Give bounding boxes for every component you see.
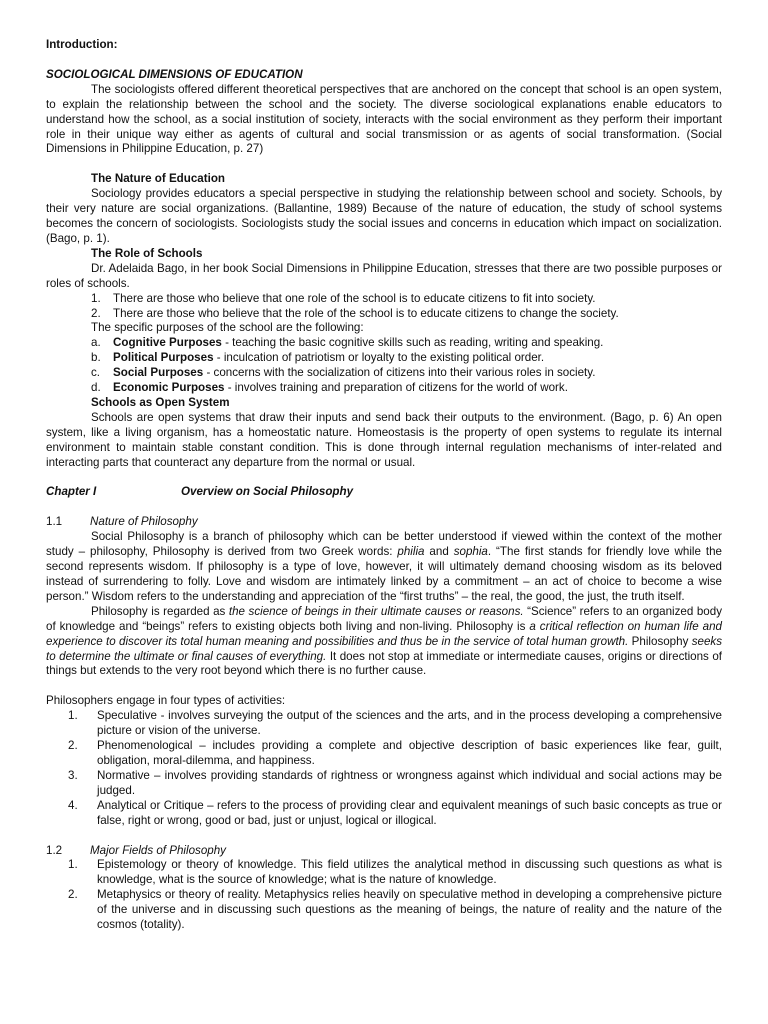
philosophy-paragraph-2: Philosophy is regarded as the science of beings in their ultimate causes or reasons. “Science” refers to an organized body of knowledge and “beings” refers to existing objects both living and non-living. Philosophy is a critical reflection on human life and experience to discover its total human meaning and possibilities and thus be in the service of total human growth. Philosophy seeks to determine the ultimate or final causes of everything. It does not stop at immediate or intermediate causes, origins or directions of things but extends to the very root beyond which there is no further cause. (46, 604, 723, 678)
section-title: Nature of Philosophy (90, 515, 198, 529)
list-item: 4. Analytical or Critique – refers to the process of providing clear and equivalent meanings of such basic concepts as true or false, right or wrong, good or bad, just or unjust, logical or illogical. (68, 798, 722, 827)
list-item: 1. Speculative - involves surveying the output of the sciences and the arts, and in the process developing a comprehensive picture or vision of the universe. (68, 709, 722, 738)
list-item: 1. There are those who believe that one role of the school is to educate citizens to fit into society. (91, 291, 596, 305)
list-item: d. Economic Purposes - involves training and preparation of citizens for the world of work. (91, 381, 568, 395)
section-number: 1.2 (46, 843, 63, 857)
list-item: 2. There are those who believe that the role of the school is to educate citizens to change the society. (91, 306, 619, 320)
purposes-list (46, 336, 722, 396)
section-heading (46, 844, 722, 859)
chapter-title: Overview on Social Philosophy (181, 485, 354, 499)
role-list (46, 292, 722, 322)
spacer (46, 829, 722, 844)
list-item: b. Political Purposes - inculcation of patriotism or loyalty to the existing political order. (91, 351, 545, 365)
list-item: 2. Metaphysics or theory of reality. Metaphysics relies heavily on speculative method in developing a comprehensive picture of the universe and in discussing such questions as the meaning of beings, the nature of reality and the nature of the cosmos (totality). (68, 888, 722, 932)
section-title: SOCIOLOGICAL DIMENSIONS OF EDUCATION (46, 67, 303, 81)
philosophy-paragraph-1: Social Philosophy is a branch of philosophy which can be better understood if viewed within the context of the mother study – philosophy, Philosophy is derived from two Greek words: philia and sophia. “The first stands for friendly love while the second represents wisdom. If philosophy is a type of love, however, it will ultimately demand choosing wisdom as its beloved instead of surrendering to folly. Love and wisdom are intimately linked by a commitment – an act of choice to become a wise person.” Wisdom refers to the understanding and appreciation of the “first truths” – the real, the good, the just, the truth itself. (46, 530, 723, 603)
list-item: 3. Normative – involves providing standards of rightness or wrongness against which individual and social actions may be judged. (68, 768, 722, 797)
spacer (46, 679, 722, 694)
section-heading (46, 515, 722, 530)
nature-education-paragraph: Sociology provides educators a special perspective in studying the relationship between school and society. Schools, by their very nature are social organizations. (Ballantine, 1989) Because of the nature of education, the study of school systems becomes the concern of sociologists. Sociologists study the social issues and concerns in education which impact on socialization. (Bago, p. 1). (46, 187, 722, 245)
list-item: a. Cognitive Purposes - teaching the basic cognitive skills such as reading, writing and speaking. (91, 336, 604, 350)
nature-education-heading: The Nature of Education (91, 172, 225, 186)
spacer (46, 470, 722, 485)
spacer (46, 157, 722, 172)
specific-purposes-intro: The specific purposes of the school are the following: (91, 321, 364, 335)
spacer (46, 53, 722, 68)
list-item: 1. Epistemology or theory of knowledge. This field utilizes the analytical method in discussing such questions as what is knowledge, what is the source of knowledge; what is the nature of knowledge. (68, 858, 722, 887)
list-item: 2. Phenomenological – includes providing a complete and objective description of basic experiences like fear, guilt, obligation, moral-dilemma, and happiness. (68, 739, 722, 767)
list-item: c. Social Purposes - concerns with the socialization of citizens into their various roles in society. (91, 366, 596, 380)
open-system-paragraph: Schools are open systems that draw their inputs and send back their outputs to the environment. (Bago, p. 6) An open system, like a living organism, has a homeostatic nature. Homeostasis is the property of open systems to regulate its internal environment to maintain stable constant condition. This is done through internal regulation mechanisms of inter-related and interacting parts that counteract any departure from the normal or usual. (46, 410, 722, 469)
section-number: 1.1 (46, 515, 63, 529)
intro-paragraph: The sociologists offered different theoretical perspectives that are anchored on the concept that school is an open system, to explain the relationship between the school and the society. The diverse sociological explanations enable educators to understand how the school, as a social institution of society, interacts with the social environment as they perform their important role in their unique way either as agents of cultural and social transmission or as agents of social transformation. (Social Dimensions in Philippine Education, p. 27) (46, 82, 722, 156)
role-schools-paragraph: Dr. Adelaida Bago, in her book Social Dimensions in Philippine Education, stresses that there are two possible purposes or roles of schools. (46, 261, 722, 290)
spacer (46, 500, 722, 515)
role-schools-heading: The Role of Schools (91, 246, 203, 260)
activities-list (46, 709, 722, 828)
chapter-label: Chapter I (46, 485, 97, 499)
activities-intro: Philosophers engage in four types of activities: (46, 694, 286, 708)
chapter-heading (46, 485, 722, 500)
intro-heading: Introduction: (46, 38, 118, 51)
open-system-heading: Schools as Open System (91, 395, 230, 409)
section-title: Major Fields of Philosophy (90, 843, 226, 857)
fields-list (46, 858, 722, 933)
